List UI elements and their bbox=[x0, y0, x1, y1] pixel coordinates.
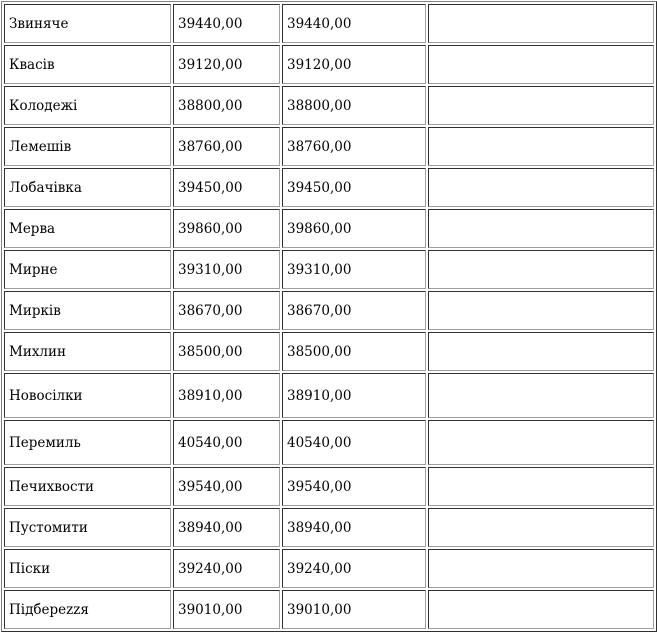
value-cell: 39450,00 bbox=[173, 168, 280, 207]
value-cell: 39240,00 bbox=[173, 549, 280, 588]
value-cell: 38940,00 bbox=[282, 508, 426, 547]
table-row bbox=[4, 4, 654, 43]
village-name-cell: Колодежі bbox=[4, 86, 171, 125]
empty-cell bbox=[428, 86, 654, 125]
table-row bbox=[4, 467, 654, 506]
value-cell: 39540,00 bbox=[173, 467, 280, 506]
empty-cell bbox=[428, 467, 654, 506]
value-cell: 39860,00 bbox=[282, 209, 426, 248]
empty-cell bbox=[428, 250, 654, 289]
empty-cell bbox=[428, 168, 654, 207]
table-row bbox=[4, 45, 654, 84]
village-name-cell: Мирків bbox=[4, 291, 171, 330]
empty-cell bbox=[428, 291, 654, 330]
value-cell: 40540,00 bbox=[282, 420, 426, 465]
table-row bbox=[4, 590, 654, 629]
empty-cell bbox=[428, 332, 654, 371]
value-cell: 38670,00 bbox=[282, 291, 426, 330]
value-cell: 39310,00 bbox=[173, 250, 280, 289]
village-name-cell: Квасів bbox=[4, 45, 171, 84]
value-cell: 39120,00 bbox=[282, 45, 426, 84]
value-cell: 39010,00 bbox=[173, 590, 280, 629]
village-name-cell: Лемешів bbox=[4, 127, 171, 166]
empty-cell bbox=[428, 549, 654, 588]
value-cell: 38910,00 bbox=[173, 373, 280, 418]
value-cell: 39860,00 bbox=[173, 209, 280, 248]
table-row bbox=[4, 291, 654, 330]
village-name-cell: Підберezzя bbox=[4, 590, 171, 629]
village-name-cell: Лобачівка bbox=[4, 168, 171, 207]
empty-cell bbox=[428, 373, 654, 418]
table-row bbox=[4, 549, 654, 588]
village-name-cell: Новосілки bbox=[4, 373, 171, 418]
value-cell: 38670,00 bbox=[173, 291, 280, 330]
empty-cell bbox=[428, 45, 654, 84]
empty-cell bbox=[428, 4, 654, 43]
village-name-cell: Перемиль bbox=[4, 420, 171, 465]
value-cell: 39440,00 bbox=[173, 4, 280, 43]
value-cell: 39310,00 bbox=[282, 250, 426, 289]
village-name-cell: Печихвости bbox=[4, 467, 171, 506]
value-cell: 39240,00 bbox=[282, 549, 426, 588]
value-cell: 38940,00 bbox=[173, 508, 280, 547]
value-cell: 39440,00 bbox=[282, 4, 426, 43]
value-cell: 39450,00 bbox=[282, 168, 426, 207]
village-name-cell: Піски bbox=[4, 549, 171, 588]
table-row bbox=[4, 209, 654, 248]
table-row bbox=[4, 250, 654, 289]
value-cell: 39540,00 bbox=[282, 467, 426, 506]
table-row bbox=[4, 127, 654, 166]
empty-cell bbox=[428, 209, 654, 248]
table-row bbox=[4, 86, 654, 125]
table-row bbox=[4, 332, 654, 371]
table-row bbox=[4, 420, 654, 465]
village-name-cell: Пустомити bbox=[4, 508, 171, 547]
value-cell: 38760,00 bbox=[173, 127, 280, 166]
value-cell: 38500,00 bbox=[173, 332, 280, 371]
empty-cell bbox=[428, 590, 654, 629]
empty-cell bbox=[428, 420, 654, 465]
value-cell: 38910,00 bbox=[282, 373, 426, 418]
village-name-cell: Мерва bbox=[4, 209, 171, 248]
village-name-cell: Звиняче bbox=[4, 4, 171, 43]
village-name-cell: Михлин bbox=[4, 332, 171, 371]
table-row bbox=[4, 373, 654, 418]
value-cell: 38760,00 bbox=[282, 127, 426, 166]
value-cell: 38500,00 bbox=[282, 332, 426, 371]
value-cell: 38800,00 bbox=[173, 86, 280, 125]
value-cell: 39120,00 bbox=[173, 45, 280, 84]
empty-cell bbox=[428, 127, 654, 166]
table-row bbox=[4, 168, 654, 207]
table-row bbox=[4, 508, 654, 547]
empty-cell bbox=[428, 508, 654, 547]
data-table bbox=[1, 1, 657, 632]
value-cell: 38800,00 bbox=[282, 86, 426, 125]
value-cell: 40540,00 bbox=[173, 420, 280, 465]
village-name-cell: Мирне bbox=[4, 250, 171, 289]
value-cell: 39010,00 bbox=[282, 590, 426, 629]
